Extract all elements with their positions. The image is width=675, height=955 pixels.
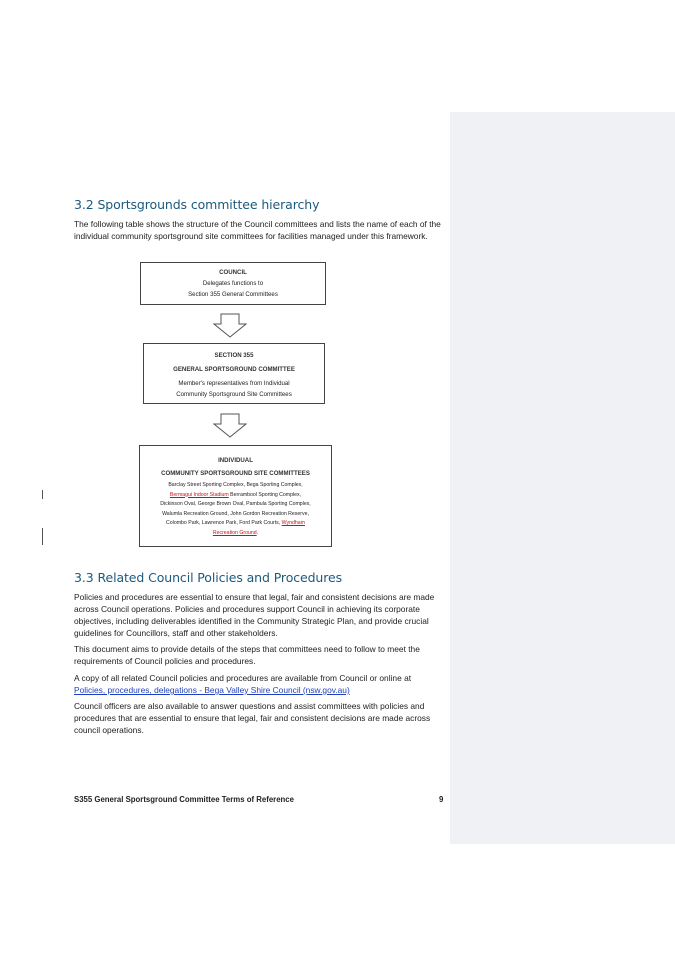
- intro-paragraph: The following table shows the structure of the Council committees and lists the name of each of the individual community sportsground site committees for facilities managed under this framework.: [74, 219, 441, 241]
- paragraph-text: A copy of all related Council policies and procedures are available from Council or online at: [74, 673, 412, 683]
- general-line: Member's representatives from Individual: [178, 380, 290, 387]
- highlighted-site: Bermagui Indoor Stadium: [169, 491, 229, 498]
- highlighted-site: Wyndham Recreation Ground: [212, 520, 305, 536]
- footer-title: S355 General Sportsground Committee Terms of Reference: [74, 795, 294, 804]
- change-bar: [42, 528, 43, 545]
- paragraph: Policies and procedures are essential to ensure that legal, fair and consistent decisions are made across Council operations. Policies and procedures support Council in achieving its corporate objectives, including deliverables identified in the Community Strategic Plan, and provide crucial guidelines for Councillors, staff and other stakeholders.: [74, 592, 435, 638]
- council-line: Delegates functions to: [202, 280, 264, 287]
- site-list: [140, 481, 331, 538]
- council-line: Section 355 General Committees: [188, 291, 278, 298]
- council-title: COUNCIL: [219, 269, 247, 276]
- paragraph: This document aims to provide details of the steps that committees need to follow to meet the requirements of Council policies and procedures.: [74, 644, 420, 666]
- general-subtitle: GENERAL SPORTSGROUND COMMITTEE: [173, 366, 295, 373]
- section-heading: 3.3 Related Council Policies and Procedures: [74, 570, 343, 585]
- down-arrow-icon: [213, 413, 247, 438]
- individual-committees-box: [139, 445, 332, 547]
- section-heading: 3.2 Sportsgrounds committee hierarchy: [74, 197, 320, 212]
- general-title: SECTION 355: [214, 352, 254, 359]
- individual-title: INDIVIDUAL: [218, 457, 253, 464]
- site-list-end: .: [256, 529, 259, 536]
- comment-pane: [450, 112, 675, 844]
- site-names: Berrambool Sporting Complex, Dickinson Oval, George Brown Oval, Pambula Sporting Complex, Walumla Recreation Ground, John Gordon Recreation Reserve, Colombo Park, Lawrence Park, Ford Park Courts,: [160, 491, 311, 526]
- paragraph: [74, 672, 444, 696]
- paragraph: Council officers are also available to answer questions and assist committees with policies and procedures that are essential to ensure that legal, fair and consistent decisions are made across council operations.: [74, 701, 431, 735]
- general-committee-box: [143, 343, 325, 404]
- down-arrow-icon: [213, 313, 247, 338]
- page-number: 9: [439, 795, 444, 804]
- council-box: [140, 262, 326, 305]
- policies-link[interactable]: Policies, procedures, delegations - Bega Valley Shire Council (nsw.gov.au): [74, 685, 350, 695]
- general-line: Community Sportsground Site Committees: [176, 391, 292, 398]
- individual-subtitle: COMMUNITY SPORTSGROUND SITE COMMITTEES: [161, 470, 310, 477]
- change-bar: [42, 490, 43, 499]
- site-names: Barclay Street Sporting Complex, Bega Sporting Complex,: [168, 482, 303, 488]
